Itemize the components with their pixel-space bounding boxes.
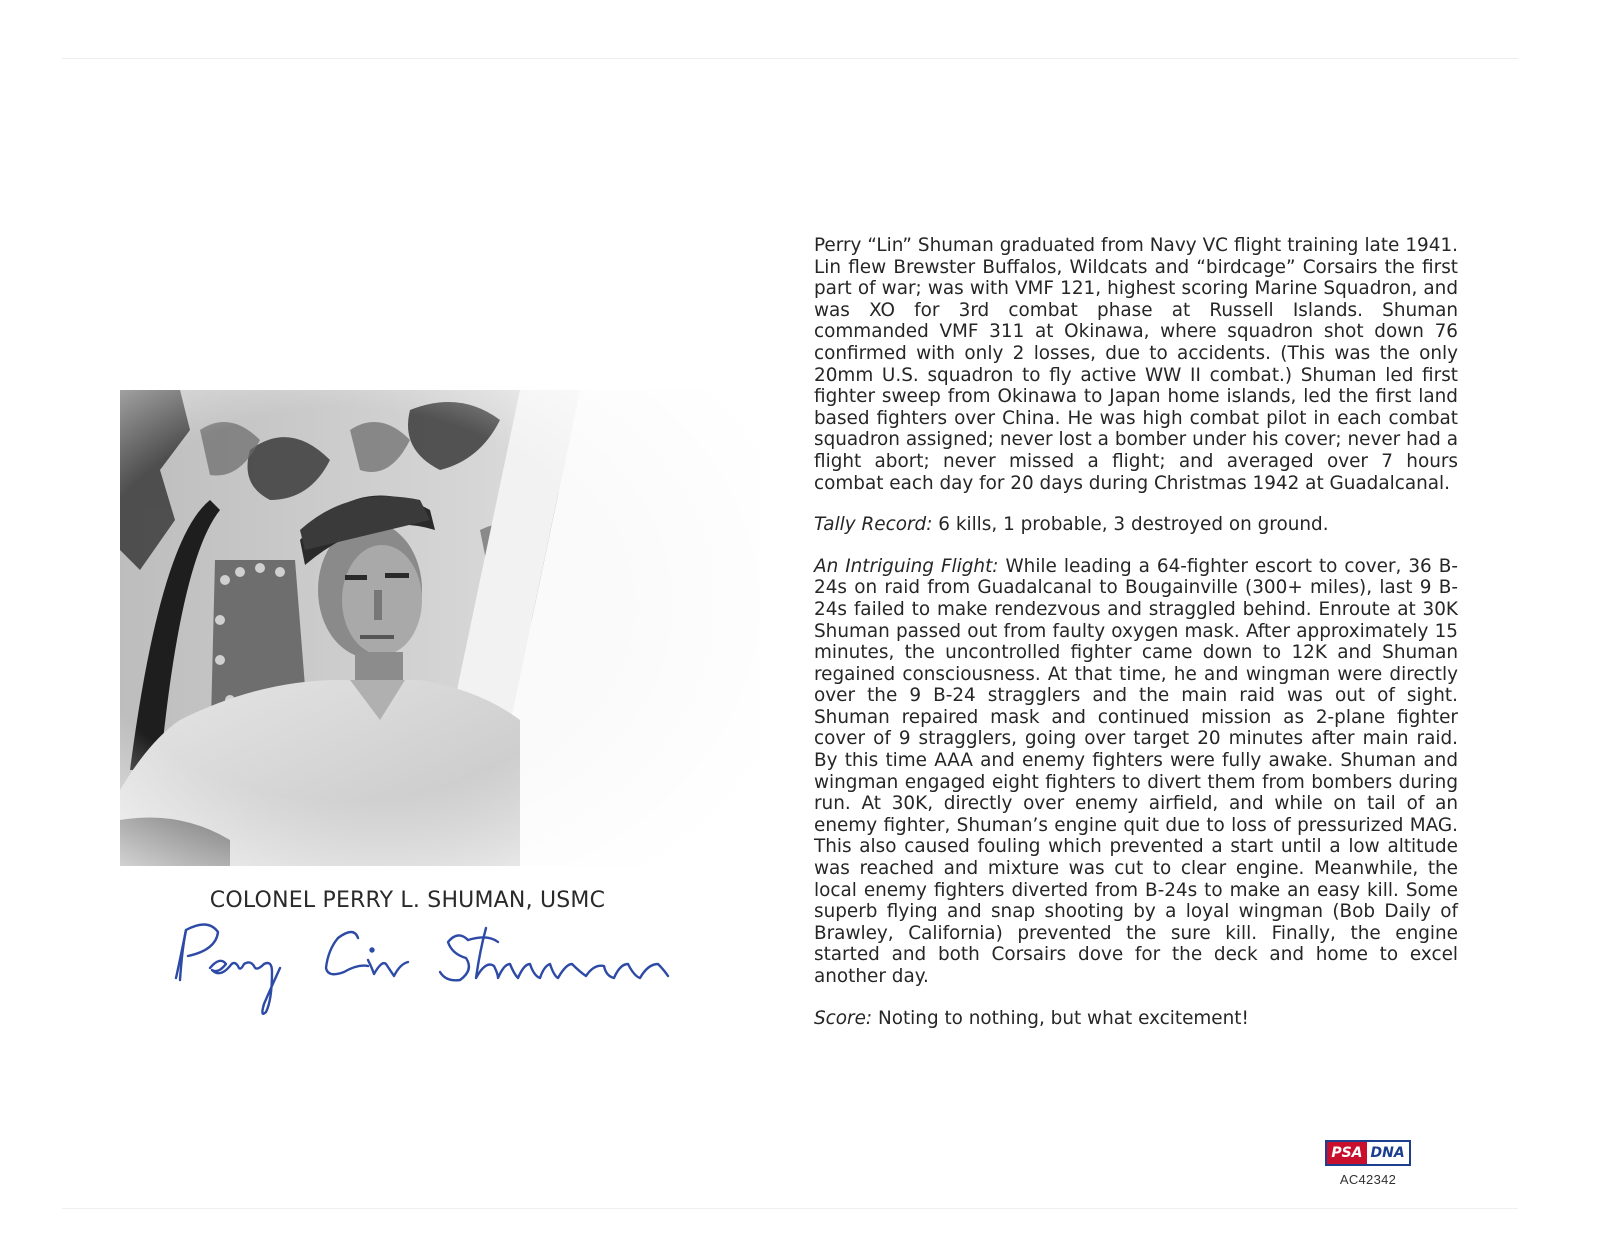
authentication-sticker xyxy=(1318,1140,1418,1187)
pilot-photo xyxy=(120,390,760,866)
authentication-code: AC42342 xyxy=(1339,1172,1397,1187)
psa-dna-logo xyxy=(1325,1140,1410,1166)
intriguing-flight-label: An Intriguing Flight: xyxy=(814,555,999,577)
logo-left-text: PSA xyxy=(1327,1142,1366,1164)
tally-record-label: Tally Record: xyxy=(814,514,933,536)
intriguing-flight-paragraph xyxy=(814,556,1458,988)
bio-paragraph: Perry “Lin” Shuman graduated from Navy VC flight training late 1941. Lin flew Brewster Buffalos, Wildcats and “birdcage” Corsairs the first part of war; was with VMF 121, highest scoring Marine Squadron, and was XO for 3rd combat phase at Russell Islands. Shuman commanded VMF 311 at Okinawa, where squadron shot down 76 confirmed with only 2 losses, due to accidents. (This was the only 20mm U.S. squadron to fly active WW II combat.) Shuman led first fighter sweep from Okinawa to Japan home islands, led the first land based fighters over China. He was high combat pilot in each combat squadron assigned; never lost a bomber under his cover; never had a flight abort; never missed a flight; and averaged over 7 hours combat each day for 20 days during Christmas 1942 at Guadalcanal. xyxy=(814,235,1458,494)
handwritten-signature xyxy=(168,920,728,1030)
score-label: Score: xyxy=(814,1007,873,1029)
intriguing-flight-text: While leading a 64-fighter escort to cover, 36 B-24s on raid from Guadalcanal to Bougainville (300+ miles), last 9 B-24s failed to make rendezvous and straggled behind. Enroute at 30K Shuman passed out from faulty oxygen mask. After approximately 15 minutes, the uncontrolled fighter came down to 12K and Shuman regained consciousness. At that time, he and wingman were directly over the 9 B-24 stragglers and the main raid was out of sight. Shuman repaired mask and continued mission as 2-plane fighter cover of 9 stragglers, going over target 20 minutes after main raid. By this time AAA and enemy fighters were fully awake. Shuman and wingman engaged eight fighters to divert them from bombers during run. At 30K, directly over enemy airfield, and while on tail of an enemy fighter, Shuman’s engine quit due to loss of pressurized MAG. This also caused fouling which prevented a start until a low altitude was reached and mixture was cut to clear engine. Meanwhile, the local enemy fighters diverted from B-24s to make an easy kill. Some superb flying and snap shooting by a loyal wingman (Bob Daily of Brawley, California) prevented the sure kill. Finally, the engine started and both Corsairs dove for the deck and home to excel another day. xyxy=(814,555,1458,987)
page-edge-bottom xyxy=(62,1208,1518,1209)
page-edge-top xyxy=(62,58,1518,59)
tally-record-text: 6 kills, 1 probable, 3 destroyed on ground. xyxy=(932,514,1329,536)
biography-text xyxy=(814,235,1458,1029)
logo-right-text: DNA xyxy=(1367,1142,1409,1164)
score-text: Noting to nothing, but what excitement! xyxy=(872,1007,1249,1029)
pilot-in-cockpit-photo xyxy=(120,390,760,866)
score-paragraph xyxy=(814,1008,1458,1030)
photo-caption: COLONEL PERRY L. SHUMAN, USMC xyxy=(209,888,606,913)
tally-record-paragraph xyxy=(814,514,1458,536)
